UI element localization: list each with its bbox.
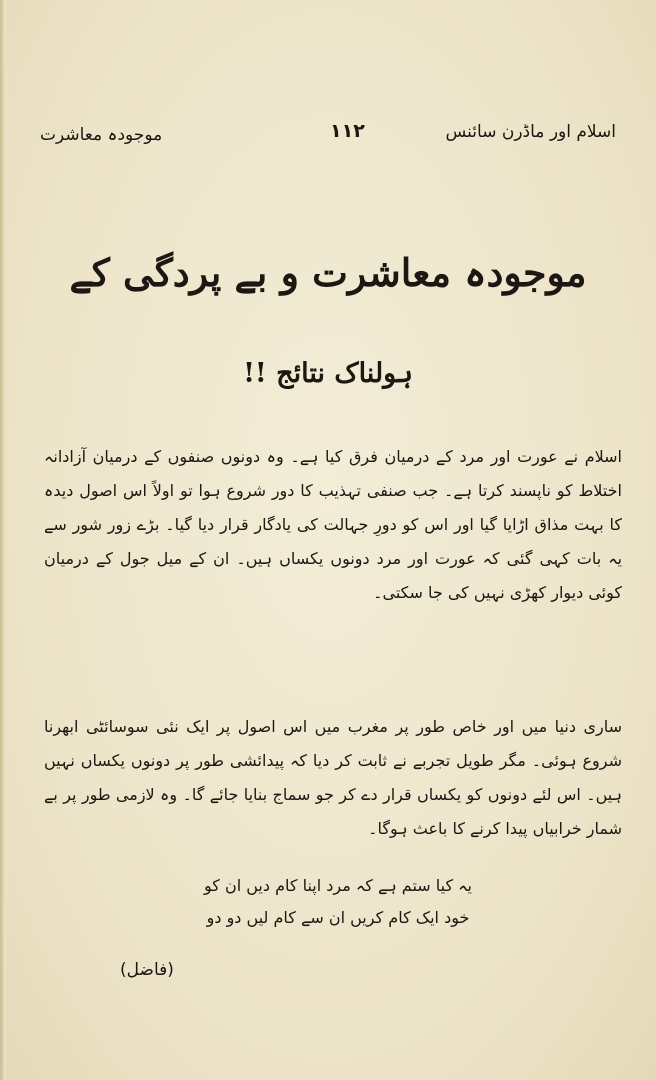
verse-line-1: یہ کیا ستم ہے کہ مرد اپنا کام دیں ان کو	[204, 876, 472, 895]
closing-verse	[140, 870, 536, 934]
signature: (فاضل)	[120, 960, 174, 980]
paragraph-1: اسلام نے عورت اور مرد کے درمیان فرق کیا ہے۔ وہ دونوں صنفوں کے درمیان آزادانہ اختلاط کو ناپسند کرتا ہے۔ جب صنفی تہذیب کا دور شروع ہوا تو اولاً اس اصول دیدہ کا بہت مذاق اڑایا گیا اور اس کو دورِ جہالت کی یادگار قرار دیا گیا۔ بڑے زور شور سے یہ بات کہی گئی کہ عورت اور مرد دونوں یکساں ہیں۔ ان کے میل جول کے درمیان کوئی دیوار کھڑی نہیں کی جا سکتی۔	[44, 447, 622, 602]
chapter-title: موجودہ معاشرت و بے پردگی کے	[69, 250, 587, 295]
paragraph-2: ساری دنیا میں اور خاص طور پر مغرب میں اس اصول پر ایک نئی سوسائٹی ابھرنا شروع ہوئی۔ مگر طویل تجربے نے ثابت کر دیا کہ پیدائشی طور پر دونوں یکساں نہیں ہیں۔ اس لئے دونوں کو یکساں قرار دے کر جو سماج بنایا جائے گا۔ وہ لازمی طور پر بے شمار خرابیاں پیدا کرنے کا باعث ہوگا۔	[44, 717, 622, 838]
page-number: ۱۱۲	[330, 120, 365, 142]
page-edge	[0, 0, 6, 1080]
running-header	[20, 118, 636, 158]
chapter-subtitle: ہولناک نتائج !!	[243, 358, 413, 389]
header-section-title: موجودہ معاشرت	[40, 125, 163, 145]
header-book-title: اسلام اور ماڈرن سائنس	[445, 122, 616, 142]
verse-line-2: خود ایک کام کریں ان سے کام لیں دو دو	[206, 908, 470, 927]
